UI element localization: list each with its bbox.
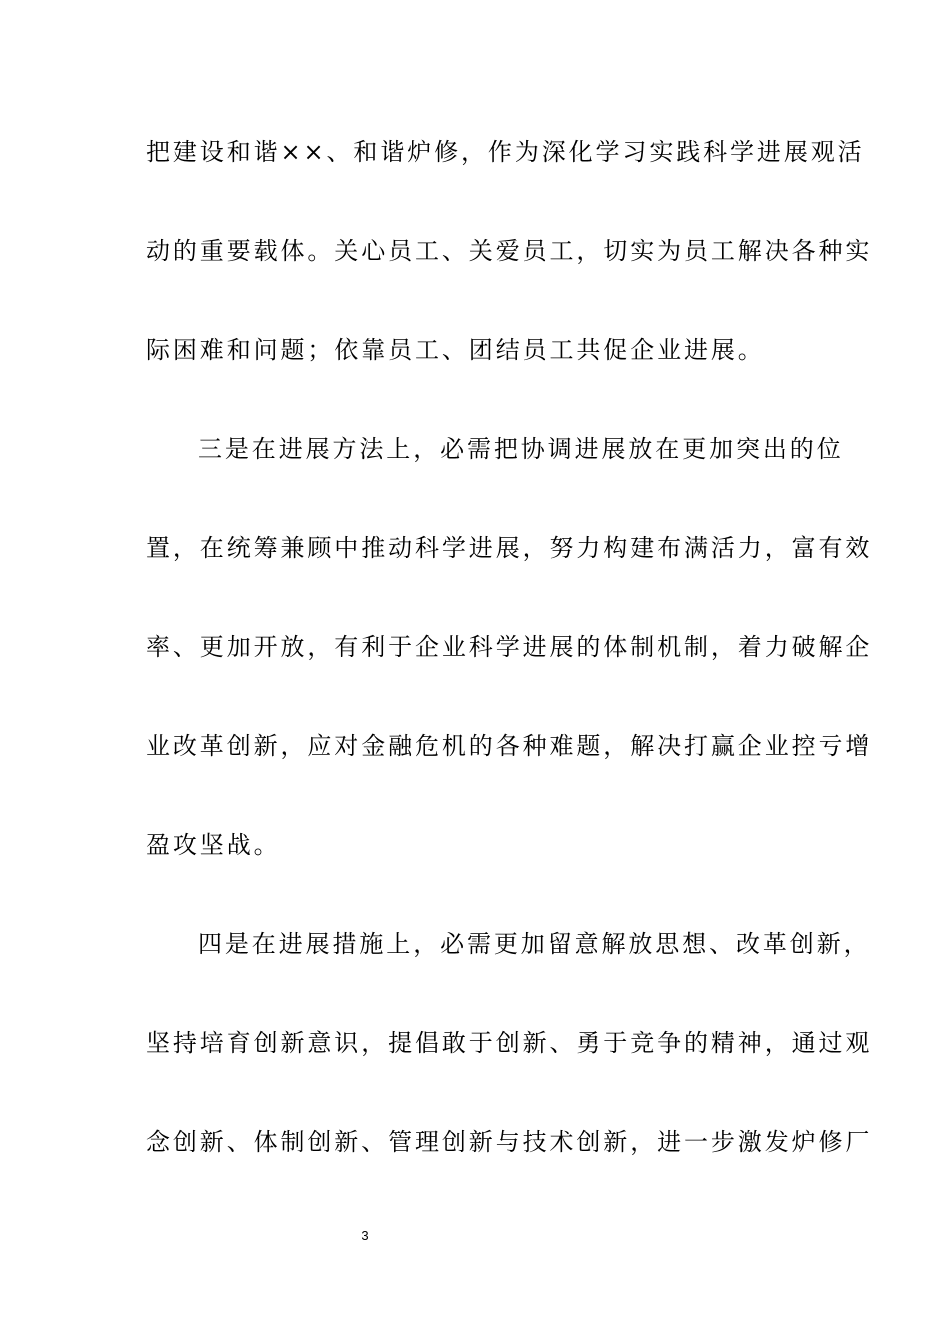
body-text-line: 动的重要载体。关心员工、关爱员工，切实为员工解决各种实	[146, 237, 873, 265]
paragraph-first-line: 三是在进展方法上，必需把协调进展放在更加突出的位	[198, 435, 844, 463]
body-text-line: 把建设和谐××、和谐炉修，作为深化学习实践科学进展观活	[146, 138, 865, 166]
body-text-line: 盈攻坚战。	[146, 831, 281, 859]
body-text-line: 坚持培育创新意识，提倡敢于创新、勇于竞争的精神，通过观	[146, 1029, 873, 1057]
body-text-line: 业改革创新，应对金融危机的各种难题，解决打赢企业控亏增	[146, 732, 873, 760]
body-text-line: 念创新、体制创新、管理创新与技术创新，进一步激发炉修厂	[146, 1128, 873, 1156]
body-text-line: 率、更加开放，有利于企业科学进展的体制机制，着力破解企	[146, 633, 873, 661]
body-text-line: 际困难和问题；依靠员工、团结员工共促企业进展。	[146, 336, 765, 364]
page-number: 3	[361, 1228, 369, 1243]
body-text-line: 置，在统筹兼顾中推动科学进展，努力构建布满活力，富有效	[146, 534, 873, 562]
paragraph-first-line: 四是在进展措施上，必需更加留意解放思想、改革创新，	[198, 930, 871, 958]
